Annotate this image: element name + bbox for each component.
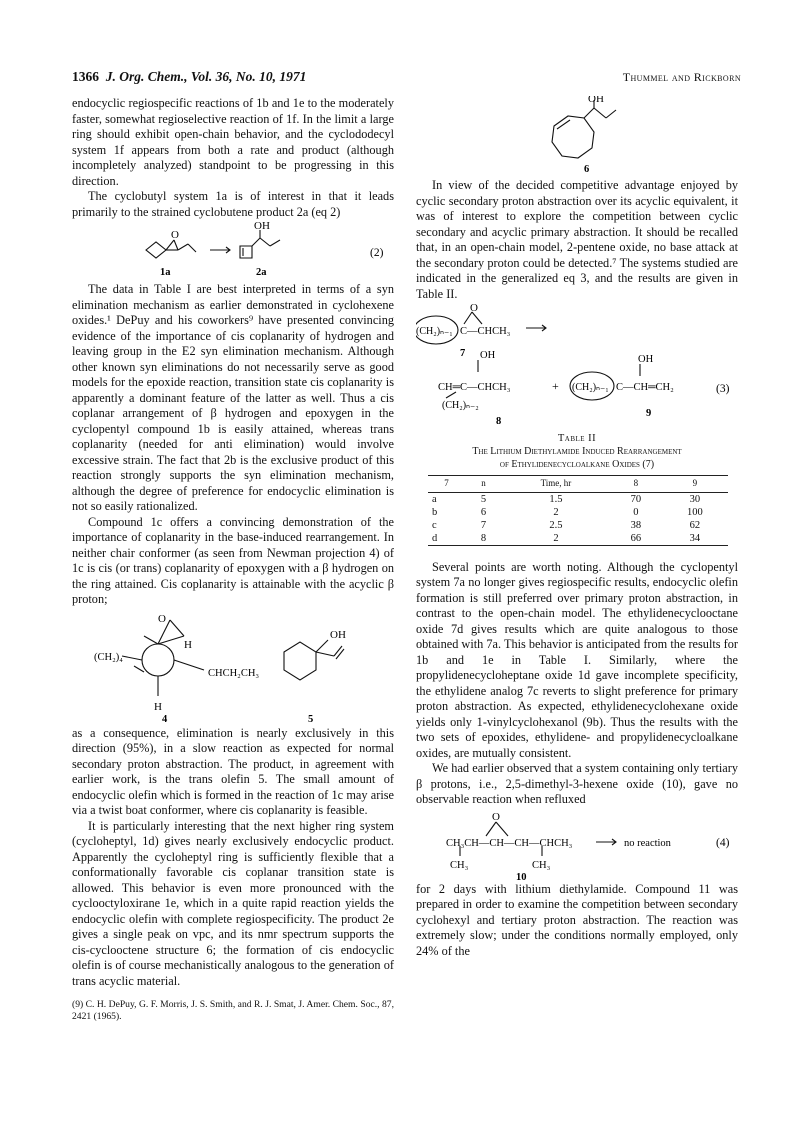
column-header: 8 <box>610 476 662 493</box>
hydroxyl-label: OH <box>254 220 270 232</box>
side-chain-label: CHCH₂CH₃ <box>208 667 260 679</box>
epoxide-oxygen: O <box>470 302 478 314</box>
methyl-label: CH₃ <box>450 859 469 871</box>
page-number: 1366 <box>72 69 99 84</box>
table-cell: 70 <box>630 493 642 505</box>
table-cell: 8 <box>480 532 487 544</box>
ring-methylene-label: (CH₂)₄ <box>94 651 123 663</box>
table-cell: 2 <box>553 506 559 518</box>
compound-label-1a: 1a <box>160 267 171 278</box>
paragraph: for 2 days with lithium diethylamide. Compound 11 was prepared in order to examine the competition between secondary cyclohexyl and tertiary proton abstraction. The reaction was extremely slow; under the conditions normally employed, only 24% of the <box>416 881 738 958</box>
table-cell: 7 <box>480 519 487 531</box>
compound-label-6: 6 <box>584 164 590 175</box>
page-header-authors: Thummel and Rickborn <box>622 70 741 84</box>
paragraph: Compound 1c offers a convincing demonstration of the importance of coplanarity in the base-induced rearrangement. In neither chair conformer (as seen from Newman projection 4) of 1c is cis (or trans) coplanarity of epoxygen with a β hydrogen on the ring attained. Cis coplanarity is attainable with the acyclic β proton; <box>72 514 394 606</box>
compound-label-10: 10 <box>516 871 527 882</box>
paragraph: It is particularly interesting that the next higher ring system (cycloheptyl, 1d) gives nearly exclusively endocyclic product. Apparently the cycloheptyl ring is sufficiently flexible that a conformationally favorable cis coplanar transition state is allowed. This behavior is even more pronounced with the cyclooctyloxirane 1e, which in a quite rapid reaction yields the endocyclic olefin with complete regiospecificity. The product 2e gives a single peak on vpc, and its nmr spectrum supports the cis-cyclooctene structure 6; the formation of cis endocyclic olefin is of course mechanistically analogous to the generation of trans acyclic material. <box>72 818 394 988</box>
hydroxyl-label: OH <box>330 628 346 641</box>
hydroxyl-label: OH <box>588 96 604 105</box>
plus-sign: + <box>552 379 559 393</box>
compound-label-7: 7 <box>460 348 466 359</box>
structures-4-5 <box>72 608 394 726</box>
methyl-label: CH₃ <box>532 859 551 871</box>
structure-6-drawing <box>416 96 738 178</box>
product-9-ring-label: (CH₂)ₙ₋₁ <box>572 382 609 393</box>
volume-issue: Vol. 36, No. 10, 1971 <box>190 69 307 84</box>
table-cell: d <box>432 532 438 544</box>
epoxide-oxygen: O <box>492 810 500 823</box>
table-cell: 100 <box>686 506 703 518</box>
table-row <box>428 532 728 546</box>
column-header: Time, hr <box>502 476 610 493</box>
table-row <box>428 519 728 532</box>
paragraph: Several points are worth noting. Although the cyclopentyl system 7a no longer gives regiospecific results, endocyclic olefin formation is still preferred over primary proton abstraction, in contrast to the open-chain model. The ethylidenecyclooctane oxide 7d gives results which are quite analogous to those obtained with 7a. This behavior is anticipated from the results for 1b and 1e in Table I. Similarly, where the propylidenecycloheptane oxide 1d gave incomplete specificity, the ethylidene analog 7c reverts to slight preference for primary proton abstraction. As expected, ethylidenecyclohexane oxide yields only 1-vinylcyclohexanol (9b). Thus the results with the two sets of epoxides, ethylidene- and propylidenecycloalkane oxides, are mutually consistent. <box>416 559 738 760</box>
epoxide-oxygen: O <box>171 229 179 241</box>
table-cell: 38 <box>630 519 642 531</box>
table-cell: 5 <box>480 493 487 505</box>
right-column <box>416 96 738 959</box>
column-header: 9 <box>662 476 728 493</box>
table-cell: 62 <box>689 519 701 531</box>
equation-number: (3) <box>716 383 730 395</box>
compound-label-9: 9 <box>646 408 652 419</box>
equation-4 <box>416 808 738 882</box>
left-column <box>72 96 394 1023</box>
ring-methylene-label: (CH₂)ₙ₋₁ <box>416 326 453 337</box>
table-2 <box>428 475 728 546</box>
compound-label-8: 8 <box>496 416 502 427</box>
hydrogen-label: H <box>184 638 192 651</box>
epoxide-oxygen: O <box>158 612 166 625</box>
paragraph: We had earlier observed that a system containing only tertiary β protons, i.e., 2,5-dimethyl-3-hexene oxide (10), gave no observable reaction when refluxed <box>416 761 738 806</box>
compound-label-2a: 2a <box>256 267 267 278</box>
journal-name: J. Org. Chem., <box>105 69 188 84</box>
footnote: (9) C. H. DePuy, G. F. Morris, J. S. Smith, and R. J. Smat, J. Amer. Chem. Soc., 87, 2421 (1965). <box>72 999 394 1022</box>
chain-label: CH₃CH—CH—CH—CHCH₃ <box>446 837 573 849</box>
product-9-chain-label: C—CH═CH₂ <box>616 382 674 393</box>
equation-3-drawing <box>416 302 738 428</box>
hydroxyl-label: OH <box>480 350 496 361</box>
hydrogen-label: H <box>154 700 162 713</box>
equation-2 <box>72 220 394 282</box>
no-reaction-label: no reaction <box>624 837 671 849</box>
table-cell: 1.5 <box>549 493 563 505</box>
table-cell: 30 <box>689 493 701 505</box>
equation-3 <box>416 302 738 428</box>
compound-label-5: 5 <box>308 713 314 725</box>
table-title-line1: The Lithium Diethylamide Induced Rearrangement <box>472 446 682 457</box>
equation-4-drawing <box>416 808 738 882</box>
table-cell: 0 <box>633 506 639 518</box>
reactant-chain-label: C—CHCH₃ <box>460 326 511 337</box>
page-header-left <box>72 69 306 85</box>
table-title-line2: of Ethylidenecycloalkane Oxides (7) <box>499 459 655 470</box>
table-cell: 2 <box>553 532 559 544</box>
product-8-ring-label: (CH₂)ₙ₋₂ <box>442 400 479 411</box>
table-cell: a <box>432 493 437 505</box>
paragraph: In view of the decided competitive advantage enjoyed by cyclic secondary proton abstraction over its acyclic equivalent, it was of interest to explore the competition between cyclic secondary and acyclic primary abstraction. It should be recalled that, in an open-chain model, 2-pentene oxide, no base attack at the secondary proton could be detected.⁷ The systems studied are indicated in the generalized eq 3, and the results are given in Table II. <box>416 178 738 301</box>
product-8-chain-label: CH═C—CHCH₃ <box>438 382 511 393</box>
column-header: 7 <box>428 476 465 493</box>
equation-2-drawing <box>72 220 394 282</box>
table-label: Table II <box>557 433 597 444</box>
table-cell: 6 <box>480 506 487 518</box>
table-row <box>428 506 728 519</box>
paragraph: endocyclic regiospecific reactions of 1b and 1e to the moderately faster, somewhat regioselective reaction of 1f. In the limit a large ring should exhibit open-chain behavior, and the cyclododecyl system 1f appears from both a rate and product (although incompletely analyzed) standpoint to be progressing in this direction. <box>72 96 394 188</box>
equation-number: (4) <box>716 836 730 849</box>
table-cell: 66 <box>630 532 642 544</box>
table-cell: 34 <box>689 532 701 544</box>
table-header-row <box>428 476 728 493</box>
table-cell: b <box>432 506 438 518</box>
table-cell: c <box>432 519 437 531</box>
equation-number: (2) <box>370 247 384 259</box>
paragraph: as a consequence, elimination is nearly exclusively in this direction (95%), in a slow reaction as expected for normal secondary proton abstraction. The product, in agreement with earlier work, is the trans olefin 5. The small amount of endocyclic olefin which is formed in the reaction of 1c may arise via a twist boat conformer, where cis coplanarity is feasible. <box>72 725 394 817</box>
compound-label-4: 4 <box>162 713 168 725</box>
hydroxyl-label: OH <box>638 354 654 365</box>
table-cell: 2.5 <box>549 519 563 531</box>
paragraph: The data in Table I are best interpreted in terms of a syn elimination mechanism as earlier demonstrated in cyclohexene oxides.¹ DePuy and his coworkers⁹ have presented convincing evidence of the importance of cis coplanarity of hydrogen and leaving group in the E2 syn elimination mechanism. Although other known syn eliminations do not necessarily serve as good models for the epoxide reaction, transition state cis coplanarity is apparently a dominant feature of the latter as well. Thus a cis coplanar arrangement of β hydrogen and epoxygen in the cyclopentyl compound 1b is easily attained, whereas trans coplanarity (needed for anti elimination) would involve excessive strain. The fact that 2b is the exclusive product of this reaction strongly supports the syn elimination mechanism, although the degree of preference for endocyclic elimination is not so easily rationalized. <box>72 282 394 513</box>
structure-6 <box>416 96 738 178</box>
paragraph: The cyclobutyl system 1a is of interest in that it leads primarily to the strained cyclobutene product 2a (eq 2) <box>72 189 394 219</box>
column-header: n <box>465 476 502 493</box>
table-row <box>428 492 728 506</box>
structures-4-5-drawing <box>72 608 394 726</box>
